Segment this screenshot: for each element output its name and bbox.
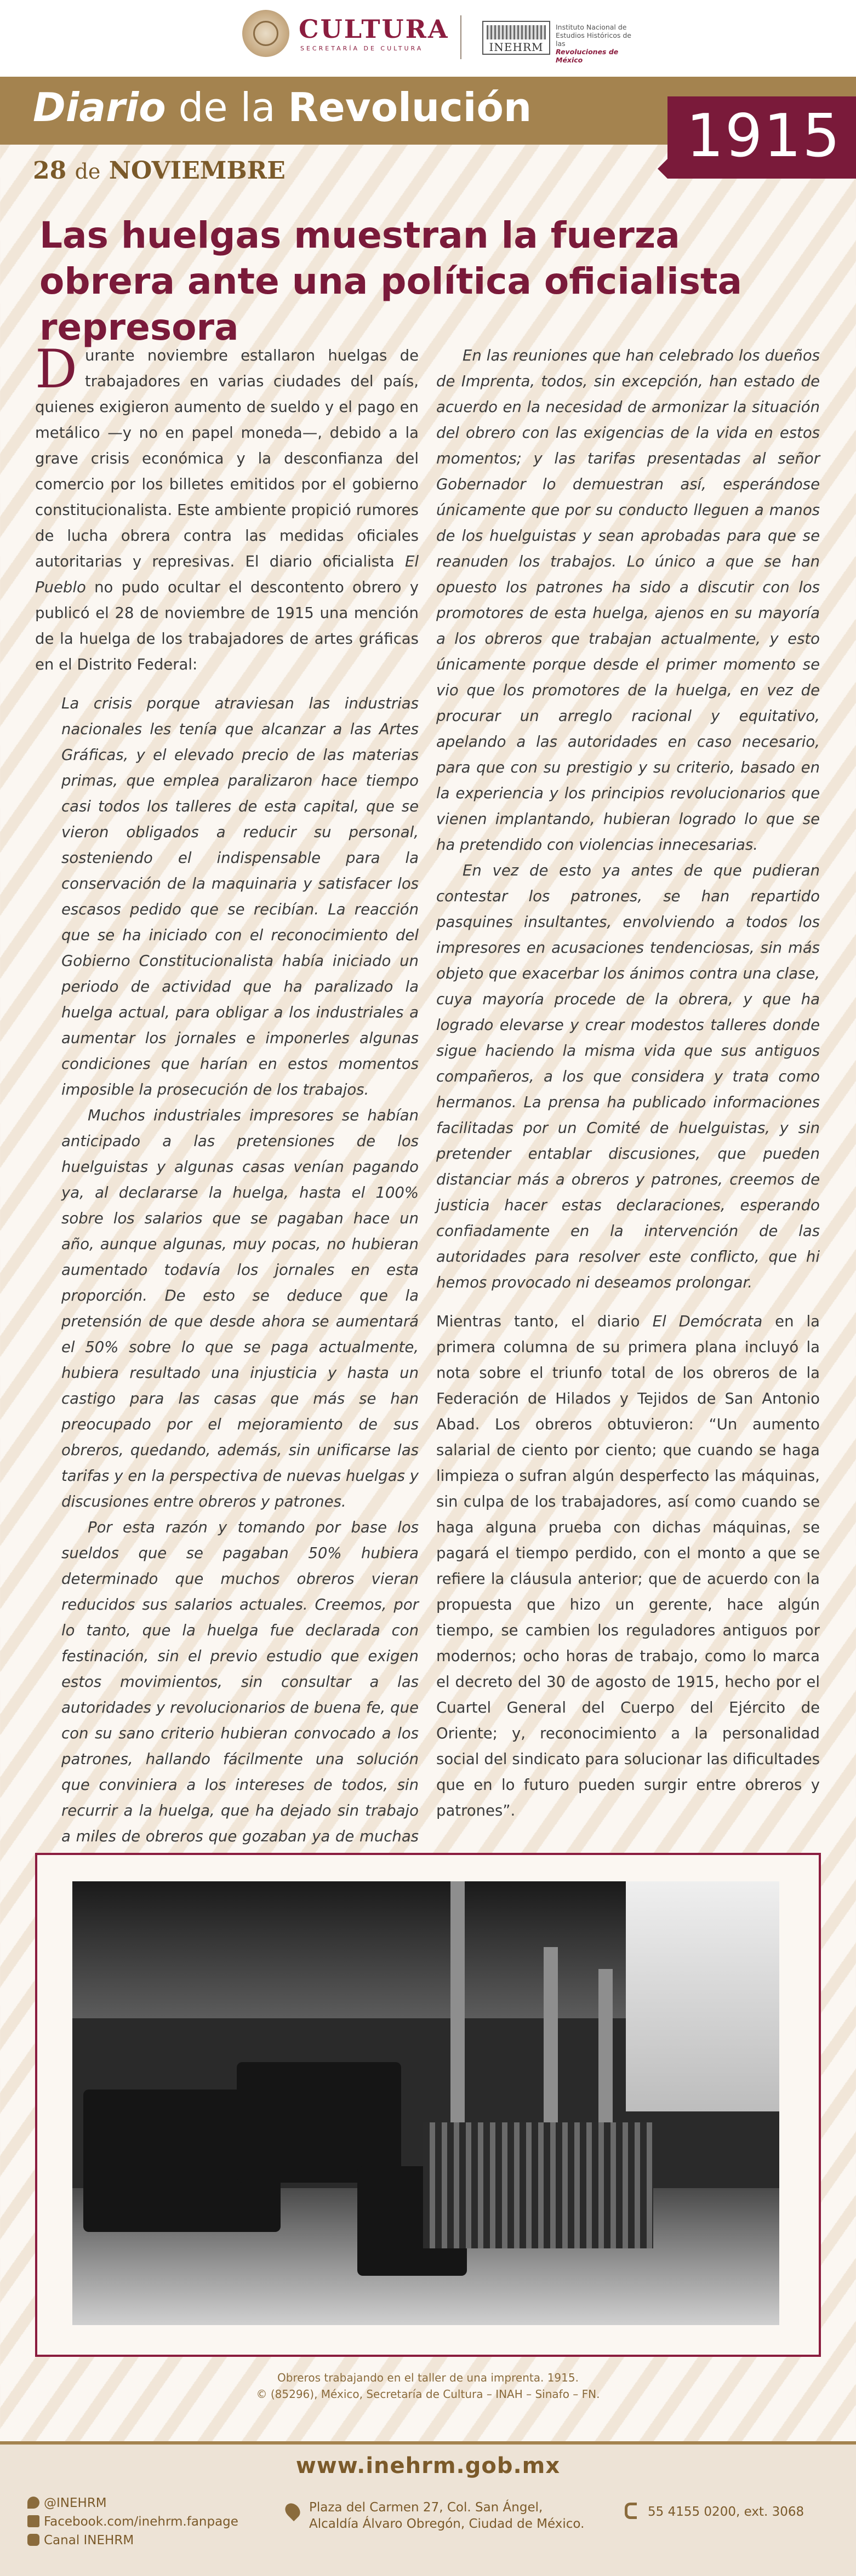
inehrm-line-2: Estudios Históricos de las xyxy=(556,31,631,48)
intro-paragraph xyxy=(35,339,419,678)
quote-paragraph-3: Por esta razón y tomando por base los sueldos que se pagaban 50% hubiera determinado que muchos obreros vieran reducidos sus salarios actuales. Creemos, por lo tanto, que la huelga fue declarada con festinación, sin el previo estudio que exigen estos movimientos, sin consultar a las autoridades y revolucionarios de buena fe, que con su sano criterio hubieran convocado a los patrones, hallando fácilmente una solución que conviniera a los intereses de todos, sin recurrir a la huelga, que ha dejado sin trabajo a miles de obreros que gozaban ya de muchas xyxy=(61,1519,419,1845)
article-headline: Las huelgas muestran la fuerza obrera ante una política oficialista represora xyxy=(39,214,743,348)
title-de-la: de la xyxy=(166,84,288,130)
article-right-column xyxy=(436,343,820,1824)
cultura-subtitle: SECRETARÍA DE CULTURA xyxy=(300,45,424,52)
date-month: NOVIEMBRE xyxy=(109,157,286,185)
phone-number: 55 4155 0200, ext. 3068 xyxy=(648,2505,804,2519)
date-line xyxy=(33,157,286,185)
facebook-icon xyxy=(27,2515,39,2527)
title-revolucion: Revolución xyxy=(288,84,532,130)
closing-text-b: en la primera columna de su primera plana incluyó la nota sobre el triunfo total de los obreros de la Federación de Hilados y Tejidos de San Antonio Abad. Los obreros obtuvieron: “Un aumento salarial de ciento por ciento; que cuando se haga limpieza o sufran algún desperfecto las máquinas, sin culpa de los trabajadores, así como cuando se haga alguna prueba con dichas máquinas, se pagará el tiempo perdido, con el monto a que se refiere la cláusula anterior; que de acuerdo con la propuesta que hizo un gerente, hace algún tiempo, se cambien los reguladores antiguos por modernos; ocho horas de trabajo, como lo marca el decreto del 30 de agosto de 1915, hecho por el Cuartel General del Cuerpo del Ejército de Oriente; y, reconocimiento a la personalidad social del sindicato para solucionar las dificultades que en lo futuro pueden surgir entre obreros y patrones”. xyxy=(436,1313,820,1819)
intro-text-2: no pudo ocultar el descontento obrero y publicó el 28 de noviembre de 1915 una mención de la huelga de los trabajadores de artes gráficas en el Distrito Federal: xyxy=(35,579,419,673)
twitter-link[interactable] xyxy=(27,2495,107,2511)
website-link[interactable]: www.inehrm.gob.mx xyxy=(295,2453,561,2478)
facebook-link[interactable] xyxy=(27,2514,238,2530)
address-line-2: Alcaldía Álvaro Obregón, Ciudad de México. xyxy=(309,2517,585,2531)
logo-divider xyxy=(460,15,461,59)
phone-icon xyxy=(625,2503,637,2519)
title-diario: Diario xyxy=(33,84,166,130)
historical-photo xyxy=(72,1881,779,2325)
year-label: 1915 xyxy=(686,102,841,170)
youtube-icon xyxy=(27,2534,39,2546)
mexico-seal-icon xyxy=(242,10,289,57)
photo-workers xyxy=(423,2122,653,2248)
date-day: 28 xyxy=(33,157,67,185)
address xyxy=(309,2499,584,2532)
photo-machine xyxy=(237,2062,401,2183)
photo-window xyxy=(626,1881,779,2111)
closing-paragraph xyxy=(436,1309,820,1824)
twitter-icon xyxy=(27,2497,39,2509)
photo-caption-line-2: © (85296), México, Secretaría de Cultura – INAH – Sinafo – FN. xyxy=(256,2388,600,2401)
cultura-logo-text: CULTURA xyxy=(299,14,449,44)
inehrm-line-1: Instituto Nacional de xyxy=(556,23,627,31)
inehrm-line-3: Revoluciones de México xyxy=(556,48,619,64)
inehrm-building-icon xyxy=(487,25,546,39)
drop-cap: D xyxy=(35,339,77,400)
quote-paragraph-1: La crisis porque atraviesan las industrias nacionales les tenía que alcanzar a las Artes Gráficas, y el elevado precio de las materias primas, que emplea paralizaron hace tiempo casi todos los talleres de esta capital, que se vieron obligados a reducir su personal, sosteniendo el indispensable para la conservación de la maquinaria y satisfacer los escasos pedido que se recibían. La reacción que se ha iniciado con el reconocimiento del Gobierno Constitucionalista había iniciado un periodo de actividad que ha paralizado la huelga actual, para obligar a los industriales a aumentar los jornales e imponerles algunas condiciones que harían en estos momentos imposible la prosecución de los trabajos. xyxy=(61,695,419,1098)
youtube-channel: Canal INEHRM xyxy=(44,2533,134,2548)
quote-paragraph-2: Muchos industriales impresores se habían anticipado a las pretensiones de los huelguistas y algunas casas venían pagando ya, al declararse la huelga, hasta el 100% sobre los salarios que se pagaban hace un año, aunque algunas, muy pocas, no hubieran aumentado todavía los jornales en esta proporción. De esto se deduce que la pretensión de que desde ahora se aumentará el 50% sobre lo que se paga actualmente, hubiera resultado una injusticia y hasta un castigo para las casas que más se han preocupado por el mejoramiento de sus obreros, quedando, además, sin unificarse las tarifas y en la perspectiva de nuevas huelgas y discusiones entre obreros y patrones. xyxy=(61,1107,419,1510)
closing-text-a: Mientras tanto, el diario xyxy=(436,1313,653,1330)
intro-paper-name: El Pueblo xyxy=(35,553,419,596)
quote-paragraph-5: En vez de esto ya antes de que pudieran contestar los patrones, se han repartido pasquines insultantes, envolviendo a todos los impresores en acusaciones tendenciosas, sin más objeto que exacerbar los ánimos contra una clase, cuya mayoría procede de la obrera, y que ha logrado elevarse y crear modestos talleres donde sigue haciendo la misma vida que sus antiguos compañeros, a los que considera y trata como hermanos. La prensa ha publicado informaciones facilitadas por un Comité de huelguistas, y sin pretender entablar discusiones, que pueden distanciar más a obreros y patrones, creemos de justicia hacer estas declaraciones, esperando confiadamente en la intervención de las autoridades para resolver este conflicto, que hi hemos provocado ni deseamos prolongar. xyxy=(436,862,820,1291)
inehrm-logo xyxy=(482,21,550,55)
quote-paragraph-4: En las reuniones que han celebrado los dueños de Imprenta, todos, sin excepción, han estado de acuerdo en la necesidad de armonizar la situación del obrero con las exigencias de la vida en estos momentos; y las tarifas presentadas al señor Gobernador lo demuestran así, esperándose únicamente que por su conducto lleguen a manos de los huelguistas y sean aprobadas para que se reanuden los trabajos. Lo único a que se han opuesto los patrones ha sido a discutir con los promotores de esta huelga, ajenos en su mayoría a los obreros que trabajan actualmente, y esto únicamente porque desde el primer momento se vio que los promotores de la huelga, en vez de procurar un arreglo racional y equitativo, apelando a las autoridades en caso necesario, para que con su prestigio y su criterio, basado en la experiencia y los principios revolucionarios que vienen implantando, hubieran logrado lo que se ha pretendido con violencias innecesarias. xyxy=(436,347,820,854)
article-left-column xyxy=(35,339,419,2004)
facebook-page: Facebook.com/inehrm.fanpage xyxy=(44,2515,238,2529)
photo-caption-line-1: Obreros trabajando en el taller de una imprenta. 1915. xyxy=(277,2371,579,2384)
date-de: de xyxy=(75,159,101,184)
inehrm-fullname xyxy=(556,23,632,64)
youtube-link[interactable] xyxy=(27,2532,134,2549)
closing-paper-name: El Demócrata xyxy=(652,1313,763,1330)
publication-title xyxy=(33,84,532,130)
address-line-1: Plaza del Carmen 27, Col. San Ángel, xyxy=(309,2500,543,2515)
twitter-handle: @INEHRM xyxy=(44,2496,107,2510)
intro-text: urante noviembre estallaron huelgas de trabajadores en varias ciudades del país, quienes exigieron aumento de sueldo y el pago en metálico —y no en papel moneda—, debido a la grave crisis económica y la desconfianza del comercio por los billetes emitidos por el gobierno constitucionalista. Este ambiente propició rumores de lucha obrera contra las medidas oficiales autoritarias y represivas. El diario oficialista xyxy=(35,347,419,570)
inehrm-logo-text: INEHRM xyxy=(489,41,544,54)
